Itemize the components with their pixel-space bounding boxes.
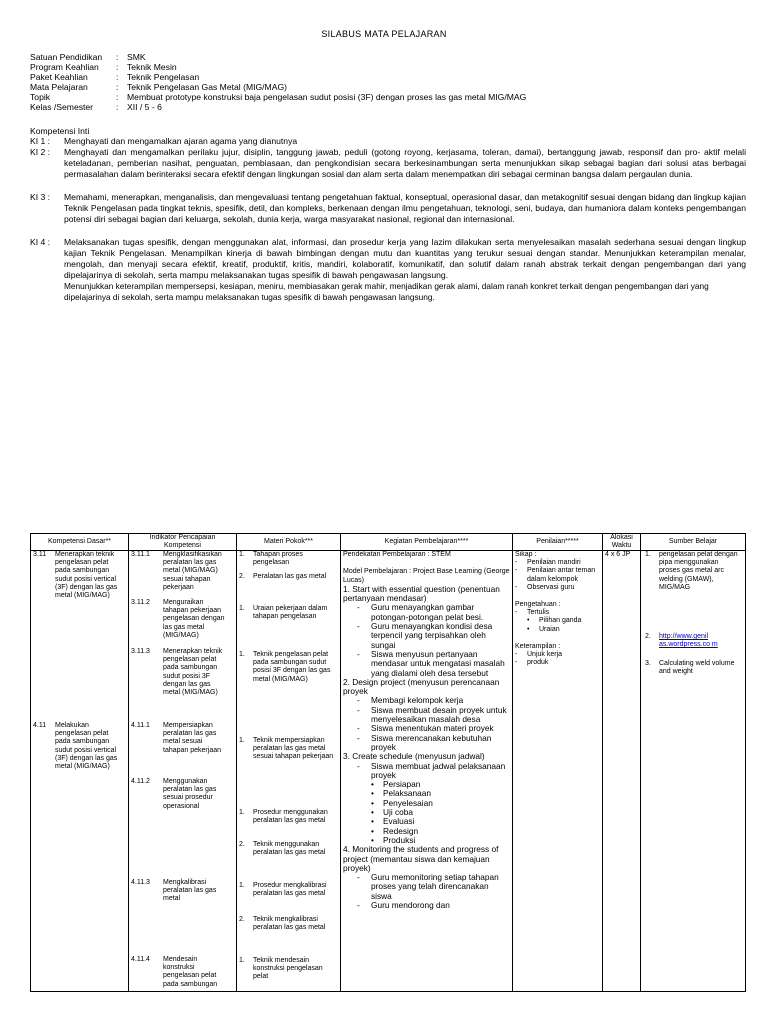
pn-sikap: Sikap :	[515, 551, 537, 558]
kp-sub-item: • Redesign	[371, 825, 419, 836]
ki-text: Melaksanakan tugas spesifik, dengan menggunakan alat, informasi, dan prosedur kerja yang lazim dilakukan serta menyelesaikan masalah sederhana sesuai dengan lingkup kajian Teknik Pengelasan. Menampilkan kinerja di bawah bimbingan dengan mutu dan kuantitas yang terukur sesuai dengan standar. Menunjukkan keterampilan menalar, mengolah, dan menyaji secara efektif, kreatif, produktif, kritis, mandiri, kolaboratif, komunikatif, dan solutif dalam ranah abstrak terkait dengan pengembangan dari yang dipelajarinya di sekolah, serta mampu melaksanakan tugas spesifik di bawah pengawasan langsung.	[64, 237, 746, 280]
ik-text: Menguraikan tahapan pekerjaan pengelasan dengan las gas metal (MIG/MAG)	[163, 599, 225, 639]
kp-step: 2. Design project (menyusun perencanaan proyek	[343, 676, 500, 697]
mp-number: 1.	[239, 605, 245, 612]
col-header-ik: Indikator Pencapaian Kompetensi	[129, 534, 237, 551]
mp-text: Teknik mempersiapkan peralatan las gas metal sesuai tahapan pekerjaan	[253, 737, 334, 761]
meta-row	[30, 72, 526, 82]
aw-value: 4 x 6 JP	[605, 551, 631, 558]
pn-item: - Observasi guru	[515, 583, 575, 591]
ik-number: 4.11.3	[131, 879, 150, 886]
kp-sub-item: • Persiapan	[371, 779, 421, 790]
ki-code: KI 3 :	[30, 192, 51, 202]
syllabus-table	[30, 533, 746, 992]
kp-step-item: - Siswa menyusun pertanyaan mendasar untuk mengatasi masalah yang dialami oleh desa tersebut	[357, 648, 505, 678]
kp-sub-item: • Penyelesaian	[371, 797, 433, 808]
meta-value: Teknik Pengelasan Gas Metal (MIG/MAG)	[127, 82, 287, 92]
sb-link[interactable]: http://www.genil as.wordpress.co m	[659, 633, 718, 649]
mp-text: Peralatan las gas metal	[253, 573, 327, 580]
mp-number: 2.	[239, 573, 245, 580]
table-row	[31, 551, 746, 992]
kp-step-item: - Siswa membuat desain proyek untuk menyelesaikan masalah desa	[357, 704, 507, 725]
ik-text: Menggunakan peralatan las gas sesuai prosedur operasional	[163, 778, 217, 810]
mp-number: 2.	[239, 916, 245, 923]
meta-value: Teknik Mesin	[127, 62, 177, 72]
kp-model: Model Pembelajaran : Project Base Learning (George Lucas)	[343, 568, 510, 584]
pn-keterampilan: Keterampilan :	[515, 642, 561, 650]
meta-label: Kelas /Semester	[30, 102, 94, 112]
mp-text: Teknik mendesain konstruksi pengelasan pelat	[253, 957, 323, 981]
cell-sb: 1. pengelasan pelat dengan pipa menggunakan proses gas metal arc welding (GMAW), MIG/MAG 2. http://www.genil as.wordpress.co m 3. Calculating weld volume and weight	[641, 551, 746, 992]
meta-label: Satuan Pendidikan	[30, 52, 103, 62]
cell-kp	[341, 551, 513, 992]
identity-block	[30, 52, 526, 112]
mp-text: Prosedur mengkalibrasi peralatan las gas metal	[253, 882, 327, 898]
kp-step-item: - Guru menayangkan kondisi desa terpencil yang terpisahkan oleh sungai	[357, 621, 493, 650]
mp-text: Teknik menggunakan peralatan las gas metal	[253, 841, 326, 857]
pn-item: - Unjuk kerja	[515, 651, 563, 659]
ik-number: 3.11.1	[131, 551, 150, 558]
meta-colon: :	[116, 62, 119, 72]
pn-sub-item: • Pilihan ganda	[527, 617, 582, 625]
col-header-pn: Penilaian*****	[513, 534, 603, 551]
col-header-kd: Kompetensi Dasar**	[31, 534, 129, 551]
meta-value: XII / 5 - 6	[127, 102, 162, 112]
kd-text: Menerapkan teknik pengelasan pelat pada sambungan sudut posisi vertical (3F) dengan las gas metal (MIG/MAG)	[55, 551, 118, 600]
kp-step: 3. Create schedule (menyusun jadwal)	[343, 751, 485, 762]
kd-text: Melakukan pengelasan pelat pada sambungan sudut posisi vertical (3F) dengan las gas metal (MIG/MAG)	[55, 722, 118, 771]
table-header-row	[31, 534, 746, 551]
pn-item: - Penilaian antar teman dalam kelompok	[515, 567, 596, 583]
ki-code: KI 2 :	[30, 147, 51, 157]
kp-sub-item: • Produksi	[371, 834, 416, 845]
kp-step-item: - Siswa membuat jadwal pelaksanaan proyek	[357, 760, 506, 780]
meta-value: Membuat prototype konstruksi baja pengelasan sudut posisi (3F) dengan proses las gas metal MIG/MAG	[127, 92, 527, 102]
kp-step: 4. Monitoring the students and progress of project (memantau siswa dan kemajuan proyek)	[343, 844, 499, 873]
meta-colon: :	[116, 92, 119, 102]
pn-item: - produk	[515, 659, 549, 667]
mp-number: 1.	[239, 809, 245, 816]
cell-aw	[603, 551, 641, 992]
pn-pengetahuan: Pengetahuan :	[515, 601, 561, 609]
ik-number: 3.11.2	[131, 599, 150, 606]
mp-number: 1.	[239, 882, 245, 889]
meta-row	[30, 52, 526, 62]
col-header-sb: Sumber Belajar	[641, 534, 746, 551]
meta-label: Topik	[30, 92, 51, 102]
ki-item	[30, 237, 746, 281]
ki4-extra-text: Menunjukkan keterampilan mempersepsi, kesiapan, meniru, membiasakan gerak mahir, menjadikan gerak alami, dalam ranah konkret terkait dengan pengembangan dari yang dipelajarinya di sekolah, serta mampu melaksanakan tugas spesifik di bawah pengawasan langsung.	[64, 281, 709, 302]
mp-text: Teknik mengkalibrasi peralatan las gas metal	[253, 916, 326, 932]
kp-approach: Pendekatan Pembelajaran : STEM	[343, 551, 451, 558]
kd-number: 3.11	[33, 551, 47, 558]
ki-text: Memahami, menerapkan, menganalisis, dan mengevaluasi tentang pengetahuan faktual, konseptual, operasional dasar, dan metakognitif sesuai dengan bidang dan lingkup kajian Teknik Pengelasan pada tingkat teknis, spesifik, detil, dan kompleks, berkenaan dengan ilmu pengetahuan, teknologi, seni, budaya, dan humaniora dalam konteks pengembangan potensi diri sebagai bagian dari keluarga, sekolah, dunia kerja, warga masyarakat nasional, regional dan internasional.	[64, 192, 746, 224]
ik-text: Mendesain konstruksi pengelasan pelat pada sambungan	[163, 956, 218, 988]
pn-item: - Tertulis	[515, 609, 550, 617]
cell-pn	[513, 551, 603, 992]
pn-sub-item: • Uraian	[527, 625, 560, 633]
document-title: SILABUS MATA PELAJARAN	[321, 29, 447, 39]
meta-label: Mata Pelajaran	[30, 82, 88, 92]
kp-step-item: - Membagi kelompok kerja	[357, 695, 464, 706]
ki-code: KI 1 :	[30, 136, 51, 146]
cell-mp	[237, 551, 341, 992]
meta-colon: :	[116, 82, 119, 92]
pn-item: - Penilaian mandiri	[515, 559, 581, 567]
ki-item	[30, 136, 746, 147]
ki-text: Menghayati dan mengamalkan ajaran agama yang dianutnya	[64, 136, 298, 146]
col-header-kp: Kegiatan Pembelajaran****	[341, 534, 513, 551]
meta-colon: :	[116, 102, 119, 112]
mp-text: Teknik pengelasan pelat pada sambungan sudut posisi 3F dengan las gas metal (MIG/MAG)	[253, 651, 331, 683]
ik-number: 4.11.4	[131, 956, 150, 963]
ki-item	[30, 192, 746, 225]
cell-ik	[129, 551, 237, 992]
col-header-aw: Alokasi Waktu	[603, 534, 641, 551]
kd-number: 4.11	[33, 722, 47, 729]
ki-heading: Kompetensi Inti	[30, 126, 90, 136]
kp-sub-item: • Pelaksanaan	[371, 788, 431, 799]
meta-row	[30, 82, 526, 92]
ik-number: 4.11.2	[131, 778, 150, 785]
mp-number: 1.	[239, 957, 245, 964]
cell-kd	[31, 551, 129, 992]
kp-step: 1. Start with essential question (penentuan pertanyaan mendasar)	[343, 583, 500, 604]
mp-number: 1.	[239, 551, 245, 558]
ik-text: Mengkalibrasi peralatan las gas metal	[163, 879, 217, 903]
mp-text: Uraian pekerjaan dalam tahapan pengelasan	[253, 605, 328, 621]
kp-step-item: - Guru menayangkan gambar potongan-potongan pelat besi.	[357, 602, 484, 622]
kp-step-item: - Guru mendorong dan	[357, 899, 450, 910]
ki-code: KI 4 :	[30, 237, 51, 247]
mp-text: Prosedur menggunakan peralatan las gas metal	[253, 809, 328, 825]
meta-row	[30, 102, 526, 112]
mp-number: 2.	[239, 841, 245, 848]
mp-text: Tahapan proses pengelasan	[253, 551, 303, 567]
col-header-mp: Materi Pokok***	[237, 534, 341, 551]
meta-row	[30, 92, 526, 102]
meta-label: Program Keahlian	[30, 62, 99, 72]
ik-text: Mengklasifikasikan peralatan las gas metal (MIG/MAG) sesuai tahapan pekerjaan	[163, 551, 222, 591]
meta-colon: :	[116, 52, 119, 62]
kp-step-item: - Siswa menentukan materi proyek	[357, 723, 494, 734]
mp-number: 1.	[239, 737, 245, 744]
meta-row	[30, 62, 526, 72]
kp-step-item: - Guru memonitoring setiap tahapan proses yang telah direncanakan siswa	[357, 872, 499, 901]
meta-value: Teknik Pengelasan	[127, 72, 200, 82]
kp-step-item: - Siswa merencanakan kebutuhan proyek	[357, 732, 492, 752]
ik-text: Menerapkan teknik pengelasan pelat pada sambungan sudut posisi 3F dengan las gas metal (MIG/MAG)	[163, 648, 223, 697]
meta-label: Paket Keahlian	[30, 72, 88, 82]
ik-number: 3.11.3	[131, 648, 150, 655]
kp-sub-item: • Evaluasi	[371, 816, 415, 827]
kp-sub-item: • Uji coba	[371, 807, 413, 818]
meta-colon: :	[116, 72, 119, 82]
ki-item	[30, 147, 746, 180]
ik-number: 4.11.1	[131, 722, 150, 729]
ik-text: Mempersiapkan peralatan las gas metal sesuai tahapan pekerjaan	[163, 722, 221, 754]
ki-text: Menghayati dan mengamalkan perilaku jujur, disiplin, tanggung jawab, peduli (gotong royong, kerjasama, toleran, damai), bertanggung jawab, responsif dan pro- aktif melali keteladanan, pemberian nasihat, penguatan, pembiasaan, dan pengkondisian secara berkesinambungan serta menunjukkan sikap sebagai bagian dari solusi atas berbagai permasalahan dalam berinteraksi secara efektif dengan lingkungan sosial dan alam serta dalam menempatkan diri sebagai cerminan bangsa dalam pergaulan dunia.	[64, 147, 746, 179]
mp-number: 1.	[239, 651, 245, 658]
meta-value: SMK	[127, 52, 146, 62]
